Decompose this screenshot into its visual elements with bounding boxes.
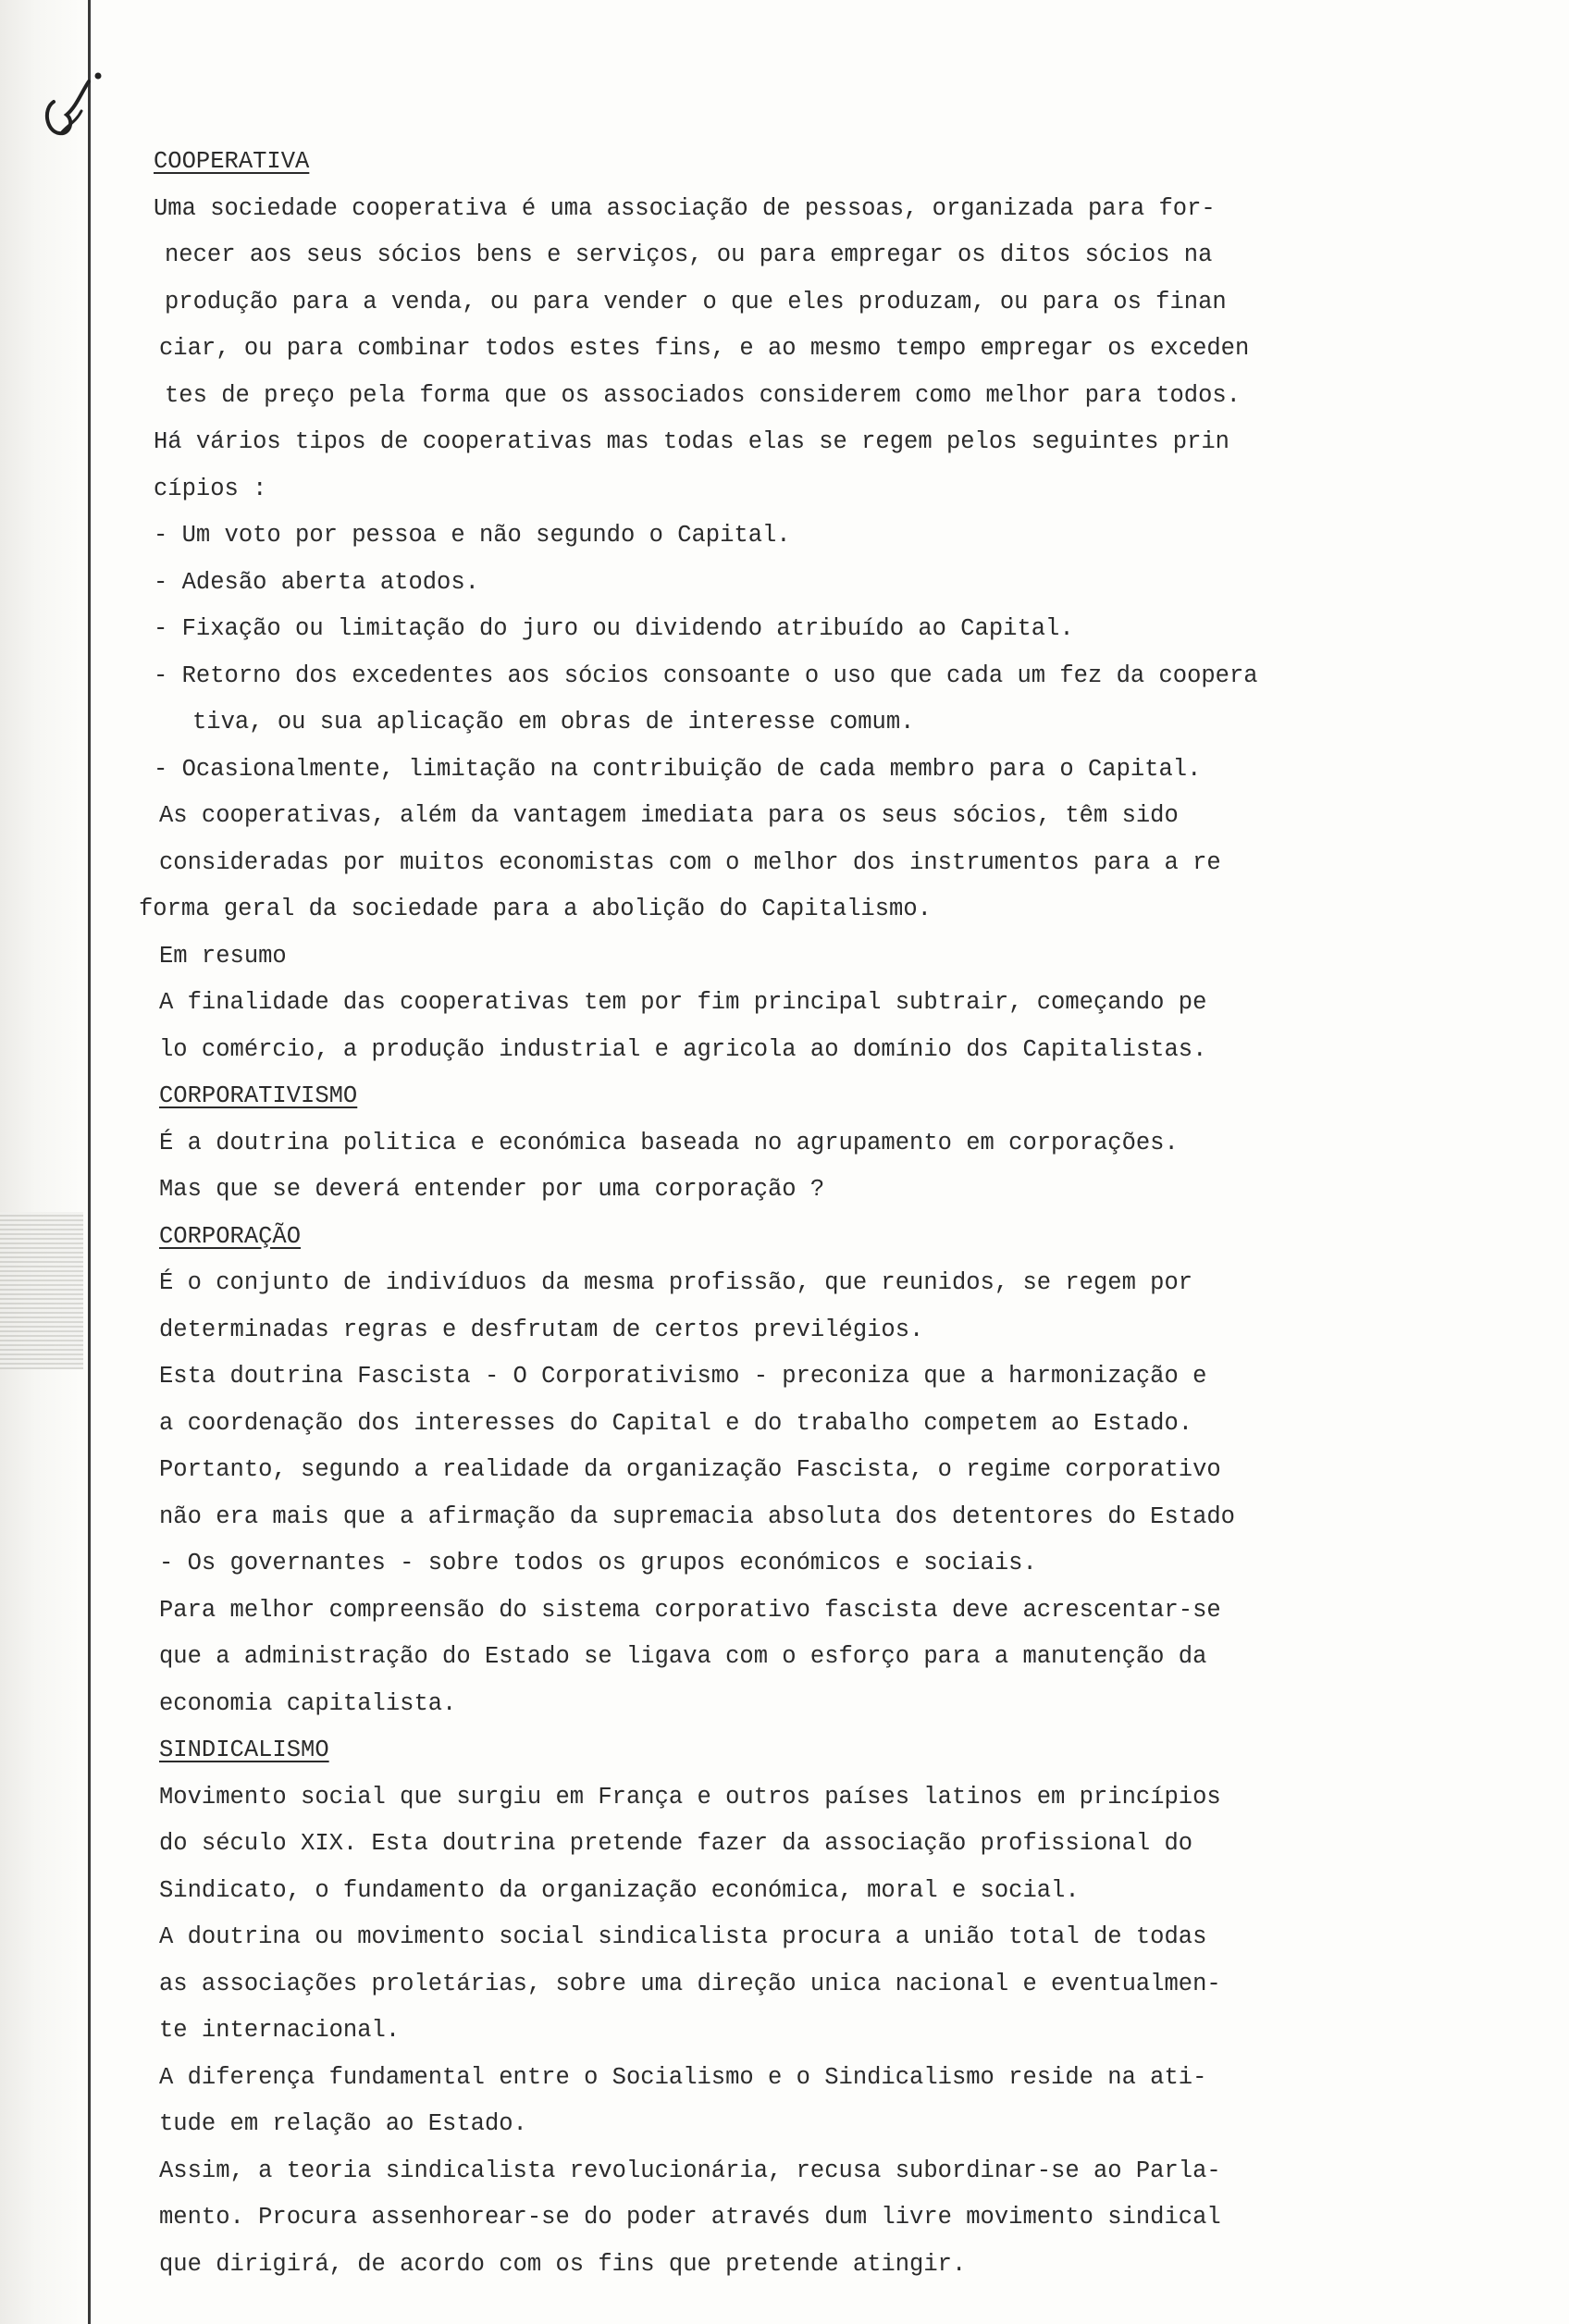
text-line: cípios : bbox=[154, 475, 267, 502]
document-body bbox=[139, 139, 1434, 2288]
scan-left-edge bbox=[0, 0, 89, 2324]
text-line: É o conjunto de indivíduos da mesma profissão, que reunidos, se regem por bbox=[159, 1269, 1193, 1296]
text-line: tude em relação ao Estado. bbox=[159, 2110, 527, 2137]
text-line: produção para a venda, ou para vender o que eles produzam, ou para os finan bbox=[165, 288, 1227, 315]
text-line: Sindicato, o fundamento da organização económica, moral e social. bbox=[159, 1876, 1080, 1904]
mark-icon bbox=[33, 65, 117, 167]
list-item: - Fixação ou limitação do juro ou dividendo atribuído ao Capital. bbox=[154, 615, 1074, 642]
text-line: consideradas por muitos economistas com o melhor dos instrumentos para a re bbox=[159, 848, 1221, 876]
text-line: as associações proletárias, sobre uma direção unica nacional e eventualmen- bbox=[159, 1970, 1221, 1997]
list-item: - Um voto por pessoa e não segundo o Capital. bbox=[154, 522, 791, 549]
text-line: que dirigirá, de acordo com os fins que pretende atingir. bbox=[159, 2250, 967, 2278]
text-line: ciar, ou para combinar todos estes fins, e ao mesmo tempo empregar os exceden bbox=[159, 335, 1250, 362]
list-item: - Adesão aberta atodos. bbox=[154, 568, 479, 596]
scan-speckle bbox=[0, 1212, 83, 1369]
section-corporacao bbox=[139, 1214, 1434, 1728]
text-line: lo comércio, a produção industrial e agricola ao domínio dos Capitalistas. bbox=[159, 1035, 1207, 1063]
text-line: economia capitalista. bbox=[159, 1689, 457, 1717]
text-line: que a administração do Estado se ligava com o esforço para a manutenção da bbox=[159, 1643, 1207, 1670]
text-line: Movimento social que surgiu em França e outros países latinos em princípios bbox=[159, 1783, 1221, 1811]
section-title: CORPORAÇÃO bbox=[159, 1222, 302, 1250]
section-cooperativa bbox=[139, 139, 1434, 1073]
text-line: não era mais que a afirmação da supremacia absoluta dos detentores do Estado bbox=[159, 1502, 1235, 1530]
text-line: A diferença fundamental entre o Socialismo e o Sindicalismo reside na ati- bbox=[159, 2063, 1207, 2091]
text-line: A doutrina ou movimento social sindicalista procura a união total de todas bbox=[159, 1923, 1207, 1950]
section-title: COOPERATIVA bbox=[154, 148, 310, 175]
section-title: SINDICALISMO bbox=[159, 1737, 329, 1763]
text-line: Esta doutrina Fascista - O Corporativismo - preconiza que a harmonização e bbox=[159, 1363, 1207, 1390]
text-line: É a doutrina politica e económica baseada no agrupamento em corporações. bbox=[159, 1129, 1179, 1156]
section-title: CORPORATIVISMO bbox=[159, 1082, 358, 1109]
text-line: Em resumo bbox=[159, 942, 287, 970]
section-corporativismo bbox=[139, 1073, 1434, 1214]
text-line: te internacional. bbox=[159, 2017, 401, 2044]
section-sindicalismo bbox=[139, 1727, 1434, 2288]
text-line: Há vários tipos de cooperativas mas todas elas se regem pelos seguintes prin bbox=[154, 428, 1229, 455]
text-line: Para melhor compreensão do sistema corporativo fascista deve acrescentar-se bbox=[159, 1596, 1221, 1624]
binding-line bbox=[88, 0, 91, 2324]
text-line: necer aos seus sócios bens e serviços, ou para empregar os ditos sócios na bbox=[165, 241, 1213, 268]
text-line: tiva, ou sua aplicação em obras de interesse comum. bbox=[192, 709, 915, 736]
text-line: As cooperativas, além da vantagem imediata para os seus sócios, têm sido bbox=[159, 802, 1179, 829]
text-line: forma geral da sociedade para a abolição do Capitalismo. bbox=[139, 896, 932, 922]
text-line: determinadas regras e desfrutam de certos previlégios. bbox=[159, 1316, 924, 1343]
text-line: Uma sociedade cooperativa é uma associação de pessoas, organizada para for- bbox=[154, 194, 1216, 222]
text-line: - Os governantes - sobre todos os grupos económicos e sociais. bbox=[159, 1550, 1037, 1576]
list-item: - Retorno dos excedentes aos sócios consoante o uso que cada um fez da coopera bbox=[154, 661, 1258, 689]
text-line: a coordenação dos interesses do Capital e do trabalho competem ao Estado. bbox=[159, 1409, 1193, 1437]
text-line: Mas que se deverá entender por uma corporação ? bbox=[159, 1176, 825, 1203]
text-line: A finalidade das cooperativas tem por fim principal subtrair, começando pe bbox=[159, 989, 1207, 1016]
text-line: mento. Procura assenhorear-se do poder através dum livre movimento sindical bbox=[159, 2204, 1221, 2231]
text-line: Assim, a teoria sindicalista revolucionária, recusa subordinar-se ao Parla- bbox=[159, 2157, 1221, 2184]
text-line: Portanto, segundo a realidade da organização Fascista, o regime corporativo bbox=[159, 1456, 1221, 1483]
text-line: tes de preço pela forma que os associados considerem como melhor para todos. bbox=[165, 381, 1241, 409]
list-item: - Ocasionalmente, limitação na contribuição de cada membro para o Capital. bbox=[154, 755, 1202, 783]
text-line: do século XIX. Esta doutrina pretende fazer da associação profissional do bbox=[159, 1830, 1193, 1857]
